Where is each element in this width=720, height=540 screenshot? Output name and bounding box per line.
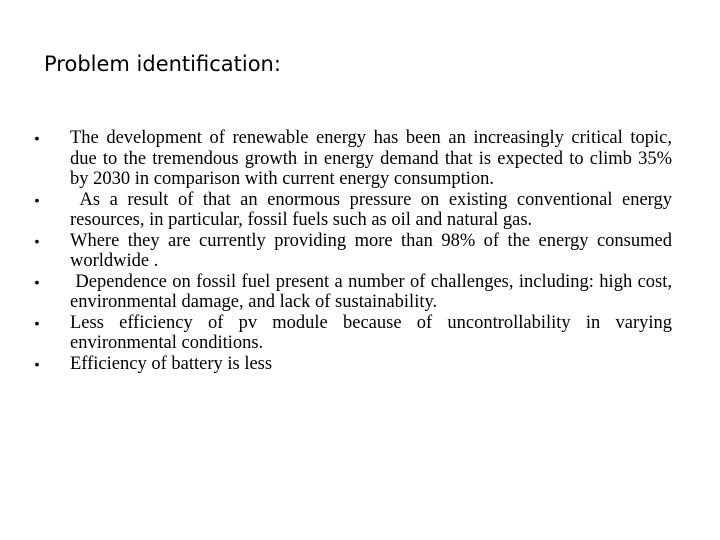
bullet-text: The development of renewable energy has been an increasingly critical topic, due to the tremendous growth in energy demand that is expected to climb 35% by 2030 in comparison with current energy consumption. xyxy=(70,128,672,189)
bullet-icon: • xyxy=(34,130,40,146)
bullet-list xyxy=(30,128,677,374)
bullet-text: Dependence on fossil fuel present a number of challenges, including: high cost, environmental damage, and lack of sustainability. xyxy=(70,271,677,312)
bullet-icon: • xyxy=(34,314,40,331)
bullet-icon: • xyxy=(34,191,40,208)
list-item xyxy=(30,271,677,313)
bullet-text: Efficiency of battery is less xyxy=(70,353,273,374)
list-item xyxy=(30,128,672,190)
bullet-icon: • xyxy=(34,232,40,249)
list-item xyxy=(30,189,677,231)
bullet-icon: • xyxy=(34,355,40,372)
bullet-text: Where they are currently providing more than 98% of the energy consumed worldwide . xyxy=(70,230,672,271)
bullet-text: Less efficiency of pv module because of uncontrollability in varying environmental conditions. xyxy=(70,312,672,353)
bullet-icon: • xyxy=(34,273,40,290)
list-item xyxy=(30,313,672,354)
slide-title: Problem identification: xyxy=(44,52,281,76)
list-item xyxy=(30,231,672,272)
list-item xyxy=(30,354,672,375)
bullet-text: As a result of that an enormous pressure on existing conventional energy resources, in particular, fossil fuels such as oil and natural gas. xyxy=(70,189,677,230)
